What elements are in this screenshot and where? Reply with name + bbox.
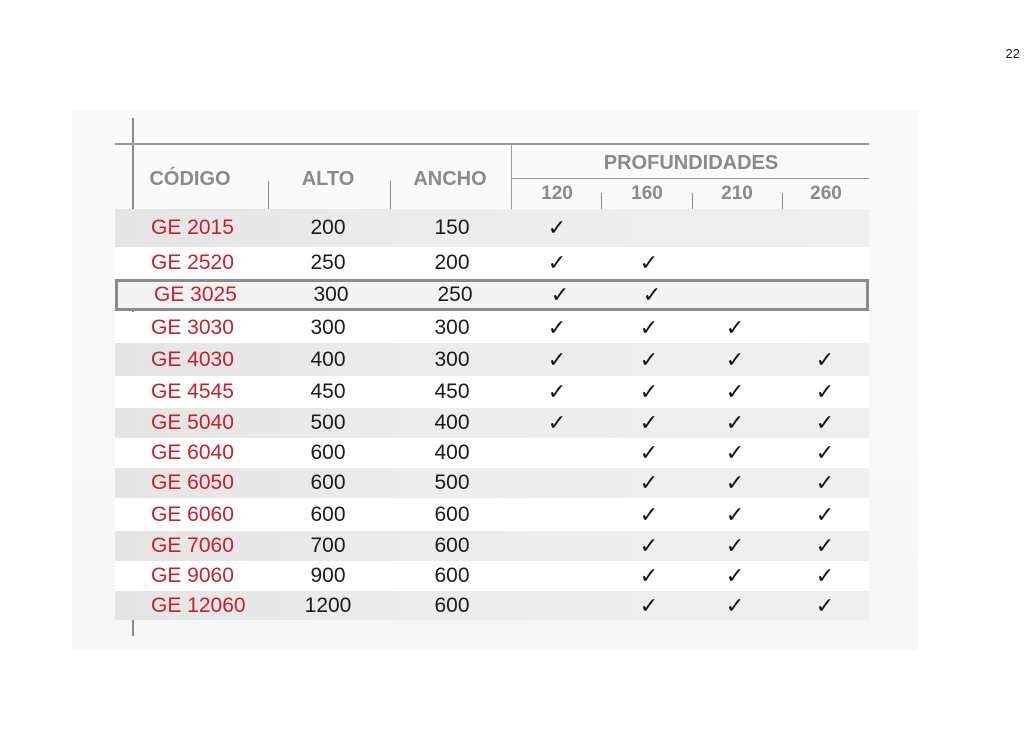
check-icon-depth-160: ✓	[639, 533, 659, 558]
alto-value: 1200	[304, 593, 352, 617]
product-code: GE 9060	[151, 564, 234, 587]
alto-value: 600	[310, 471, 346, 494]
alto-value: 500	[310, 411, 346, 434]
ancho-value: 600	[434, 534, 470, 557]
ancho-value: 450	[434, 380, 470, 403]
table-row	[115, 561, 869, 591]
product-code: GE 5040	[151, 411, 234, 434]
header-profundidades: PROFUNDIDADES	[603, 152, 779, 174]
depth-group-left-rule	[511, 143, 512, 209]
ancho-value: 400	[434, 441, 470, 464]
ancho-value: 300	[434, 347, 470, 371]
table-row	[115, 279, 869, 311]
header-depth-210: 210	[721, 183, 753, 204]
check-icon-depth-160: ✓	[639, 346, 659, 372]
table-row	[115, 343, 869, 376]
check-icon-depth-160: ✓	[639, 501, 659, 527]
header-divider	[692, 193, 693, 209]
product-code: GE 3030	[151, 315, 234, 339]
check-icon-depth-160: ✓	[639, 314, 659, 340]
check-icon-depth-120: ✓	[547, 379, 567, 404]
header-divider	[268, 181, 269, 209]
ancho-value: 400	[434, 411, 470, 434]
ancho-value: 600	[434, 502, 470, 526]
table-row	[115, 247, 869, 279]
check-icon-depth-120: ✓	[550, 282, 570, 307]
table-row	[115, 209, 869, 247]
check-icon-depth-260: ✓	[815, 501, 835, 527]
check-icon-depth-160: ✓	[639, 470, 659, 495]
check-icon-depth-160: ✓	[639, 410, 659, 435]
ancho-value: 500	[434, 471, 470, 494]
check-icon-depth-260: ✓	[815, 440, 835, 465]
check-icon-depth-210: ✓	[725, 346, 745, 372]
ancho-value: 250	[437, 283, 473, 306]
alto-value: 450	[310, 380, 346, 403]
header-depth-160: 160	[631, 183, 663, 204]
product-code: GE 6050	[151, 471, 234, 494]
alto-value: 600	[310, 441, 346, 464]
check-icon-depth-260: ✓	[815, 592, 835, 618]
check-icon-depth-210: ✓	[725, 533, 745, 558]
alto-value: 300	[310, 315, 346, 339]
alto-value: 900	[310, 564, 346, 587]
alto-value: 250	[310, 251, 346, 274]
ancho-value: 600	[434, 564, 470, 587]
table-top-rule	[115, 143, 869, 145]
product-code: GE 7060	[151, 534, 234, 557]
table-row	[115, 468, 869, 498]
check-icon-depth-210: ✓	[725, 563, 745, 588]
ancho-value: 200	[434, 251, 470, 274]
check-icon-depth-160: ✓	[642, 282, 662, 307]
ancho-value: 300	[434, 315, 470, 339]
check-icon-depth-160: ✓	[639, 440, 659, 465]
alto-value: 700	[310, 534, 346, 557]
check-icon-depth-260: ✓	[815, 346, 835, 372]
table-row	[115, 531, 869, 561]
check-icon-depth-260: ✓	[815, 410, 835, 435]
check-icon-depth-120: ✓	[547, 314, 567, 340]
check-icon-depth-210: ✓	[725, 470, 745, 495]
table-row	[115, 591, 869, 620]
alto-value: 600	[310, 502, 346, 526]
product-code: GE 2015	[151, 216, 234, 239]
product-code: GE 2520	[151, 251, 234, 274]
alto-value: 200	[310, 216, 346, 239]
ancho-value: 150	[434, 216, 470, 239]
header-divider	[390, 181, 391, 209]
header-ancho: ANCHO	[413, 168, 487, 190]
product-code: GE 12060	[151, 593, 246, 617]
check-icon-depth-160: ✓	[639, 592, 659, 618]
table-row	[115, 498, 869, 531]
check-icon-depth-260: ✓	[815, 563, 835, 588]
table-row	[115, 376, 869, 408]
header-alto: ALTO	[301, 168, 355, 190]
header-codigo: CÓDIGO	[149, 168, 231, 190]
check-icon-depth-120: ✓	[547, 215, 567, 240]
check-icon-depth-210: ✓	[725, 314, 745, 340]
header-divider	[782, 193, 783, 209]
product-code: GE 4545	[151, 380, 234, 403]
check-icon-depth-160: ✓	[639, 379, 659, 404]
check-icon-depth-260: ✓	[815, 470, 835, 495]
alto-value: 400	[310, 347, 346, 371]
check-icon-depth-260: ✓	[815, 379, 835, 404]
header-divider	[601, 193, 602, 209]
product-code: GE 6040	[151, 441, 234, 464]
check-icon-depth-210: ✓	[725, 410, 745, 435]
page-number: 22	[1005, 46, 1020, 61]
product-code: GE 4030	[151, 347, 234, 371]
table-row	[115, 438, 869, 468]
check-icon-depth-210: ✓	[725, 379, 745, 404]
check-icon-depth-120: ✓	[547, 346, 567, 372]
table-row	[115, 312, 869, 343]
check-icon-depth-260: ✓	[815, 533, 835, 558]
depth-group-rule	[512, 178, 869, 179]
product-code: GE 3025	[154, 283, 237, 306]
alto-value: 300	[313, 283, 349, 306]
ancho-value: 600	[434, 593, 470, 617]
header-depth-120: 120	[541, 183, 573, 204]
check-icon-depth-160: ✓	[639, 563, 659, 588]
header-depth-260: 260	[810, 183, 842, 204]
check-icon-depth-120: ✓	[547, 250, 567, 275]
product-code: GE 6060	[151, 502, 234, 526]
check-icon-depth-160: ✓	[639, 250, 659, 275]
check-icon-depth-210: ✓	[725, 592, 745, 618]
check-icon-depth-210: ✓	[725, 440, 745, 465]
table-row	[115, 408, 869, 438]
check-icon-depth-120: ✓	[547, 410, 567, 435]
check-icon-depth-210: ✓	[725, 501, 745, 527]
